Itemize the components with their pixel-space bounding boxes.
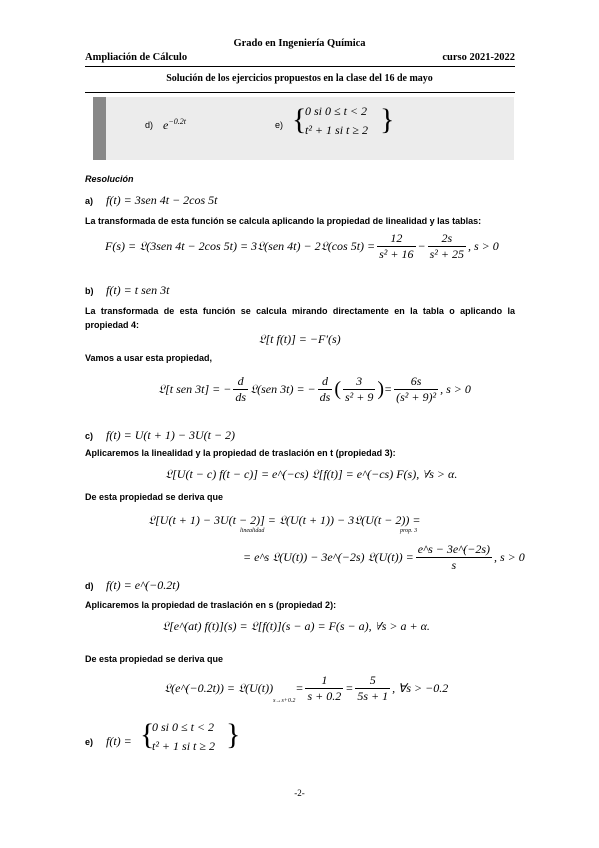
item-c-function: f(t) = U(t + 1) − 3U(t − 2) xyxy=(106,428,236,442)
item-b-text2: Vamos a usar esta propiedad, xyxy=(85,353,213,363)
item-d-label: d) xyxy=(85,581,94,591)
item-a-eq-lhs: F(s) = 𝔏(3sen 4t − 2cos 5t) = 3𝔏(sen 4t) − 2𝔏(cos 5t) = xyxy=(105,239,376,253)
item-a-equation: F(s) = 𝔏(3sen 4t − 2cos 5t) = 3𝔏(sen 4t) − 2𝔏(cos 5t) = $\frac{12}{\text{s² + 16}}$ − $\frac{2s}{\text{s² + 25}}$ , s > 0 xyxy=(105,231,499,261)
item-c-sub-prop: prop. 3 xyxy=(400,528,418,534)
box-e-row1: 0 si 0 ≤ t < 2 xyxy=(305,104,368,118)
course-name: Ampliación de Cálculo xyxy=(85,52,188,63)
item-b-property: 𝔏[t f(t)] = −F′(s) xyxy=(258,332,341,346)
box-d-label: d) xyxy=(145,120,154,130)
item-c-eq2: = e^s 𝔏(U(t)) − 3e^(−2s) 𝔏(U(t)) = $\frac{e\^{}s - 3e\^{}(-2s)}{s}$ , s > 0 xyxy=(243,542,525,572)
exercise-box-sidebar xyxy=(93,97,106,160)
doc-header-center: Grado en Ingeniería Química xyxy=(233,38,366,49)
item-a-function: f(t) = 3sen 4t − 2cos 5t xyxy=(106,193,218,207)
box-e-label: e) xyxy=(275,120,284,130)
section-heading: Resolución xyxy=(85,174,134,184)
item-d-property: 𝔏[e^(at) f(t)](s) = 𝔏[f(t)](s − a) = F(s − a), ∀s > a + α. xyxy=(162,619,430,633)
box-d-expr: $e^{-0.2t}$ xyxy=(163,117,186,132)
item-c-property: 𝔏[U(t − c) f(t − c)] = e^(−cs) 𝔏[f(t)] = e^(−cs) F(s), ∀s > α. xyxy=(165,467,458,481)
page-title: Solución de los ejercicios propuestos en la clase del 16 de mayo xyxy=(166,73,433,84)
item-e-brace-right: } xyxy=(226,718,241,751)
item-b-function: f(t) = t sen 3t xyxy=(106,283,170,297)
item-b-equation: 𝔏[t sen 3t] = − $\frac{d}{ds}$ 𝔏(sen 3t) = − $\frac{d}{ds}$ ( $\frac{3}{\text{s² + 9}}$ ) = $\frac{6s}{\text{(s² + 9)²}}$ , s > 0 xyxy=(158,374,471,404)
box-e-brace: { xyxy=(292,103,307,136)
item-c-eq1: 𝔏[U(t + 1) − 3U(t − 2)] = 𝔏(U(t + 1)) − 3𝔏(U(t − 2)) = xyxy=(148,513,421,527)
item-c-sub-linealidad: linealidad xyxy=(240,528,265,534)
header-rule xyxy=(85,66,515,67)
item-c-label: c) xyxy=(85,431,94,441)
course-year: curso 2021-2022 xyxy=(442,52,515,63)
box-e-row2: t² + 1 si t ≥ 2 xyxy=(305,123,368,137)
item-d-text2: De esta propiedad se deriva que xyxy=(85,654,224,664)
box-e-brace-right: } xyxy=(380,103,395,136)
item-a-text: La transformada de esta función se calcula aplicando la propiedad de linealidad y las tablas: xyxy=(85,216,482,226)
item-a-label: a) xyxy=(85,196,94,206)
item-b-text: La transformada de esta función se calcula mirando directamente en la tabla o aplicando la propiedad 4: xyxy=(85,306,515,330)
item-e-brace: { xyxy=(140,718,155,751)
item-c-text: Aplicaremos la linealidad y la propiedad de traslación en t (propiedad 3): xyxy=(85,448,396,458)
item-d-function: f(t) = e^(−0.2t) xyxy=(106,578,180,592)
item-b-label: b) xyxy=(85,286,94,296)
page-number: -2- xyxy=(294,788,305,798)
item-e-label: e) xyxy=(85,737,94,747)
item-d-text: Aplicaremos la propiedad de traslación en s (propiedad 2): xyxy=(85,600,337,610)
item-e-row2: t² + 1 si t ≥ 2 xyxy=(152,739,215,753)
item-e-function: f(t) = xyxy=(106,734,132,748)
item-d-equation: 𝔏(e^(−0.2t)) = 𝔏(U(t)) s→s+0.2 = $\frac{1}{s + 0.2}$ = $\frac{5}{5s + 1}$ , ∀s > −0.2 xyxy=(164,673,449,704)
title-rule xyxy=(85,92,515,93)
item-c-text2: De esta propiedad se deriva que xyxy=(85,492,224,502)
item-e-row1: 0 si 0 ≤ t < 2 xyxy=(152,720,215,734)
